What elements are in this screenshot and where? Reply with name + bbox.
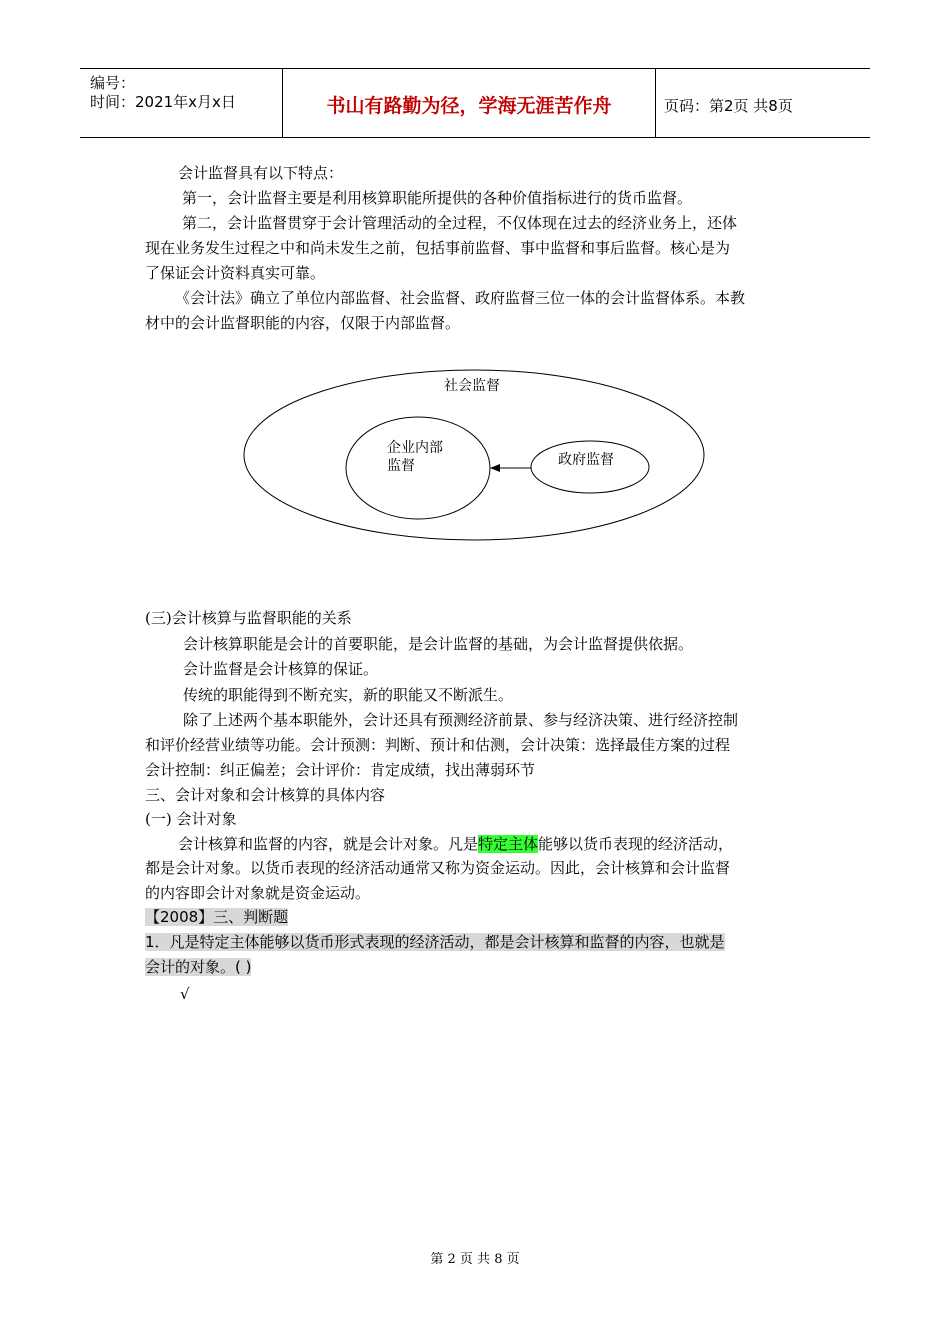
document-number-label: 编号： (90, 74, 136, 92)
internal-supervision-ellipse (346, 417, 490, 519)
text-line: 会计核算职能是会计的首要职能，是会计监督的基础，为会计监督提供依据。 (183, 635, 694, 653)
answer-mark: √ (180, 985, 190, 1003)
header-motto: 书山有路勤为径，学海无涯苦作舟 (326, 95, 612, 117)
text-line: 和评价经营业绩等功能。会计预测：判断、预计和估测，会计决策：选择最佳方案的过程 (145, 736, 731, 754)
text-line: 传统的职能得到不断充实，新的职能又不断派生。 (183, 686, 514, 704)
text-line: 会计控制：纠正偏差；会计评价：肯定成绩，找出薄弱环节 (145, 761, 536, 779)
subsection-heading: (一) 会计对象 (145, 810, 237, 828)
text-line (178, 834, 733, 854)
text-segment: 会计核算和监督的内容，就是会计对象。凡是 (178, 835, 479, 853)
internal-supervision-label-2: 监督 (387, 458, 415, 474)
text-line: 了保证会计资料真实可靠。 (145, 264, 326, 282)
exam-tag-text: 【2008】三、判断题 (145, 908, 289, 926)
question-line (145, 957, 251, 977)
text-line: 都是会计对象。以货币表现的经济活动通常又称为资金运动。因此，会计核算和会计监督 (145, 859, 731, 877)
exam-tag (145, 907, 288, 927)
text-line: 的内容即会计对象就是资金运动。 (145, 884, 371, 902)
text-line: 除了上述两个基本职能外，会计还具有预测经济前景、参与经济决策、进行经济控制 (183, 711, 739, 729)
text-segment: 能够以货币表现的经济活动， (538, 835, 734, 853)
text-line: 会计监督具有以下特点： (178, 164, 344, 182)
text-line: 第二，会计监督贯穿于会计管理活动的全过程，不仅体现在过去的经济业务上，还体 (182, 214, 738, 232)
social-supervision-label: 社会监督 (444, 378, 500, 394)
question-line (145, 932, 725, 952)
page-footer: 第 2 页 共 8 页 (430, 1252, 520, 1267)
text-line: 现在业务发生过程之中和尚未发生之前，包括事前监督、事中监督和事后监督。核心是为 (145, 239, 731, 257)
government-supervision-label: 政府监督 (558, 452, 614, 468)
text-line: 材中的会计监督职能的内容，仅限于内部监督。 (145, 314, 461, 332)
social-supervision-ellipse (244, 370, 704, 540)
part-heading: 三、会计对象和会计核算的具体内容 (145, 786, 386, 804)
text-line: 第一，会计监督主要是利用核算职能所提供的各种价值指标进行的货币监督。 (182, 189, 693, 207)
header-page-info: 页码：第2页 共8页 (664, 97, 793, 115)
text-line: 《会计法》确立了单位内部监督、社会监督、政府监督三位一体的会计监督体系。本教 (175, 289, 746, 307)
highlighted-term: 特定主体 (478, 835, 539, 853)
question-text: 1．凡是特定主体能够以货币形式表现的经济活动，都是会计核算和监督的内容，也就是 (145, 933, 725, 951)
text-line: 会计监督是会计核算的保证。 (183, 660, 379, 678)
question-text: 会计的对象。( ) (145, 958, 252, 976)
document-date-label: 时间：2021年x月x日 (90, 93, 236, 111)
internal-supervision-label: 企业内部 (387, 440, 443, 456)
section-heading: (三)会计核算与监督职能的关系 (145, 609, 352, 627)
